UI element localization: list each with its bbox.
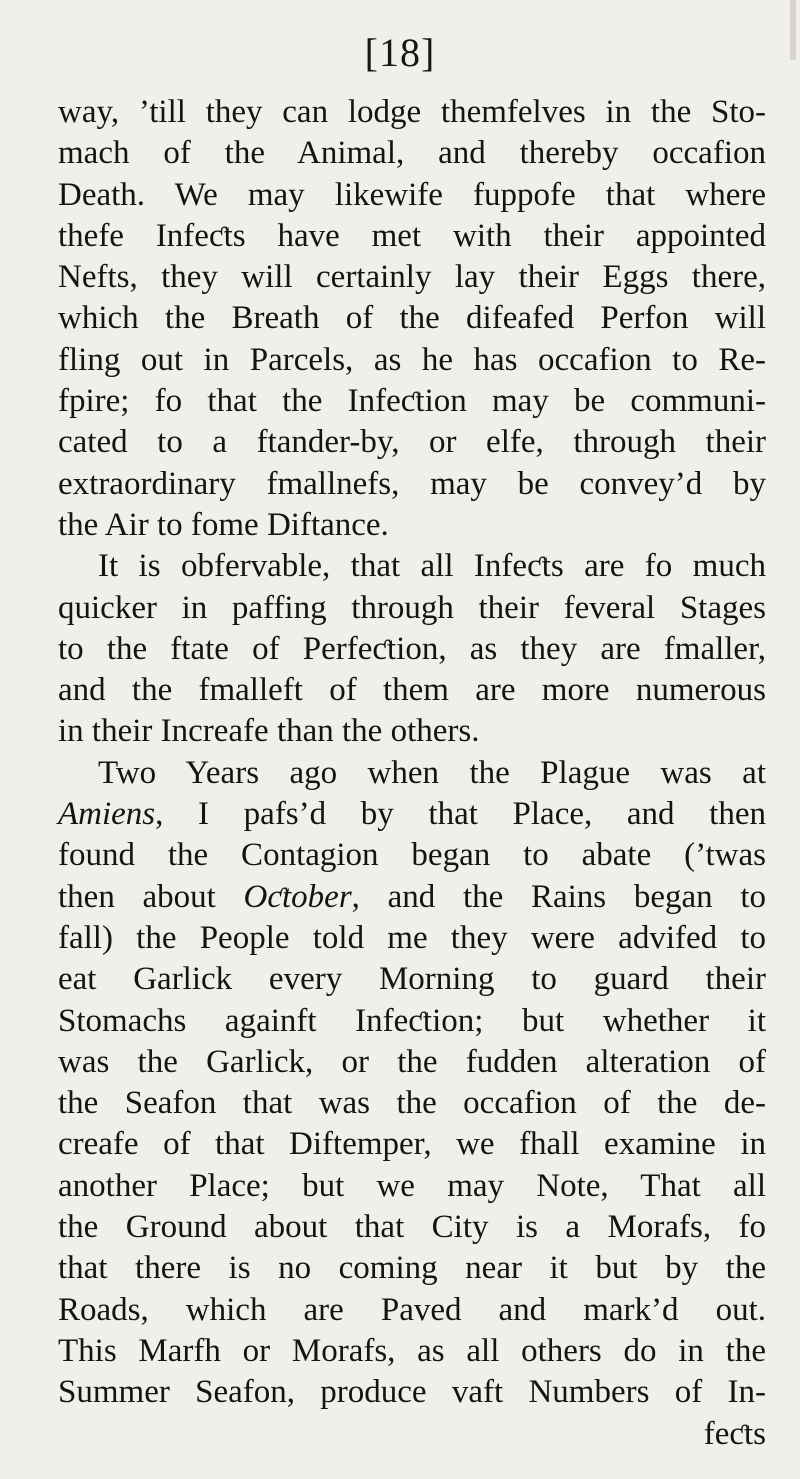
text-line — [58, 753, 766, 794]
text-line: found the Contagion began to abate (’twas — [58, 837, 766, 874]
text-line: extraordinary fmallnefs, may be convey’d by — [58, 465, 766, 502]
text-line: Summer Seafon, produce vaft Numbers of In- — [58, 1374, 766, 1411]
text-line: which the Breath of the difeafed Perfon will — [58, 300, 766, 337]
text-line: thefe Infeƈts have met with their appointed — [58, 217, 766, 254]
text-line: the Seafon that was the occafion of the de- — [58, 1085, 766, 1122]
body-text — [58, 92, 766, 1455]
text-line — [58, 794, 766, 835]
text-line: way, ’till they can lodge themfelves in the Sto- — [58, 94, 766, 130]
catchword: feƈts — [703, 1415, 766, 1452]
text-line: cated to a ftander-by, or elfe, through their — [58, 424, 766, 461]
text-line: This Marfh or Morafs, as all others do in the — [58, 1332, 766, 1369]
text-line: another Place; but we may Note, That all — [58, 1167, 766, 1204]
text-line: mach of the Animal, and thereby occafion — [58, 135, 766, 172]
text-line: was the Garlick, or the fudden alteration of — [58, 1043, 766, 1080]
text-line: the Ground about that City is a Morafs, fo — [58, 1209, 766, 1246]
text-line: the Air to fome Diftance. — [58, 506, 389, 543]
month-name-october: Oƈtober — [243, 878, 352, 915]
place-name-amiens: Amiens — [58, 796, 156, 833]
text-line: Nefts, they will certainly lay their Eggs there, — [58, 259, 766, 296]
text-line: and the fmalleft of them are more numerous — [58, 672, 766, 709]
text-line: It is obfervable, that all Infeƈts are fo much — [98, 548, 766, 585]
text-line: creafe of that Diftemper, we fhall examine in — [58, 1126, 766, 1163]
text-run: then about — [58, 878, 244, 915]
text-run: , and the Rains began to — [351, 878, 766, 915]
text-line — [58, 877, 766, 918]
text-line: to the ftate of Perfeƈtion, as they are fmaller, — [58, 630, 766, 667]
text-line: Stomachs againft Infeƈtion; but whether it — [58, 1002, 766, 1039]
text-line: fpire; fo that the Infeƈtion may be communi- — [58, 383, 766, 420]
text-line: fling out in Parcels, as he has occafion to Re- — [58, 341, 766, 378]
text-run: Two Years ago when the Plague was at — [98, 754, 766, 791]
text-line: eat Garlick every Morning to guard their — [58, 961, 766, 998]
text-run: , I pafs’d by that Place, and then — [155, 796, 766, 833]
text-line: that there is no coming near it but by the — [58, 1250, 766, 1287]
text-line: fall) the People told me they were advifed to — [58, 919, 766, 956]
text-line: quicker in paffing through their feveral Stages — [58, 589, 766, 626]
page-number: [18] — [364, 30, 436, 75]
text-line: Roads, which are Paved and mark’d out. — [58, 1291, 766, 1328]
text-line: Death. We may likewife fuppofe that where — [58, 176, 766, 213]
text-line: in their Increafe than the others. — [58, 713, 480, 750]
